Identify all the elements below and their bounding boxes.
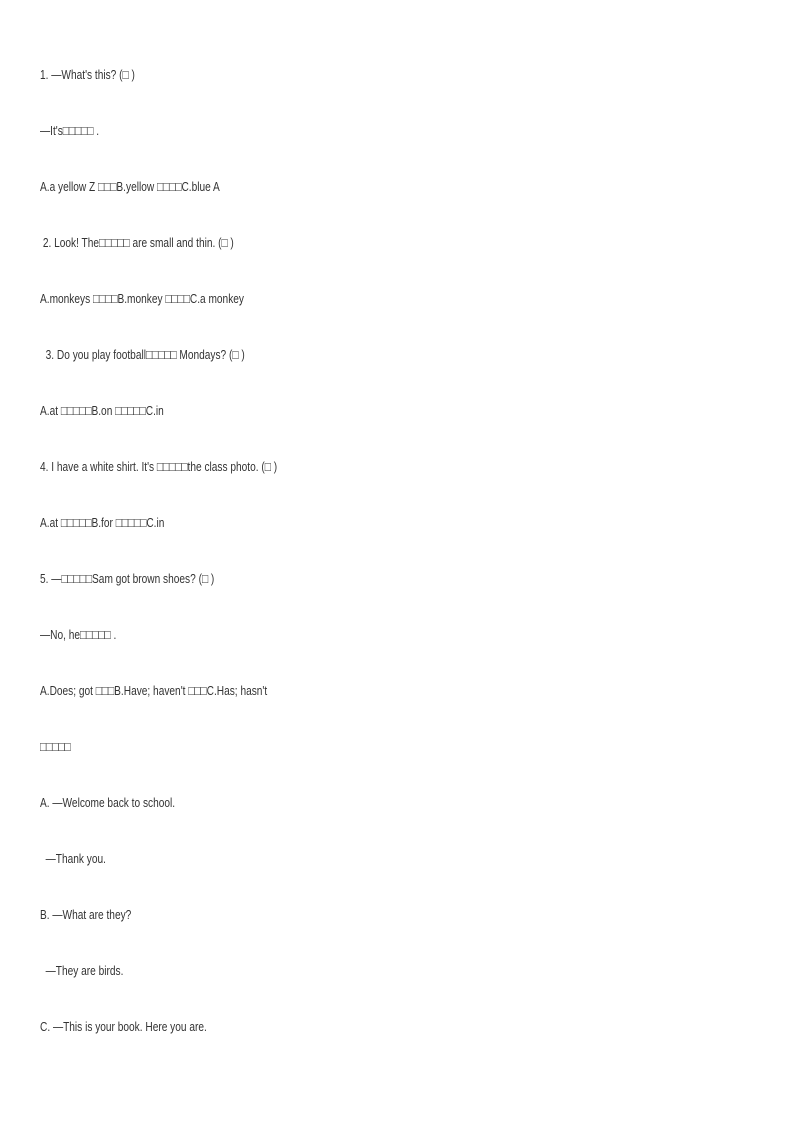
question-5-prompt: 5. —□□□□□Sam got brown shoes? (□ ) [40,571,215,586]
dialogue-a-line-2: —Thank you. [40,851,106,866]
dialogue-b-line-1: B. —What are they? [40,907,132,922]
dialogue-c-line-1: C. —This is your book. Here you are. [40,1019,207,1034]
question-4-options: A.at □□□□□B.for □□□□□C.in [40,515,165,530]
question-3-options: A.at □□□□□B.on □□□□□C.in [40,403,164,418]
question-1-options: A.a yellow Z □□□B.yellow □□□□C.blue A [40,179,220,194]
dialogue-b-line-2: —They are birds. [40,963,124,978]
question-5-answer-line: —No, he□□□□□ . [40,627,117,642]
dialogue-a-line-1: A. —Welcome back to school. [40,795,176,810]
question-2-prompt: 2. Look! The□□□□□ are small and thin. (□ ) [40,235,234,250]
question-3-prompt: 3. Do you play football□□□□□ Mondays? (□ ) [40,347,245,362]
question-2-options: A.monkeys □□□□B.monkey □□□□C.a monkey [40,291,244,306]
question-1-prompt: 1. —What's this? (□ ) [40,67,135,82]
question-1-answer-line: —It's□□□□□ . [40,123,100,138]
question-4-prompt: 4. I have a white shirt. It's □□□□□the class photo. (□ ) [40,459,278,474]
section-heading: □□□□□ [40,739,71,754]
question-5-options: A.Does; got □□□B.Have; haven't □□□C.Has; hasn't [40,683,268,698]
